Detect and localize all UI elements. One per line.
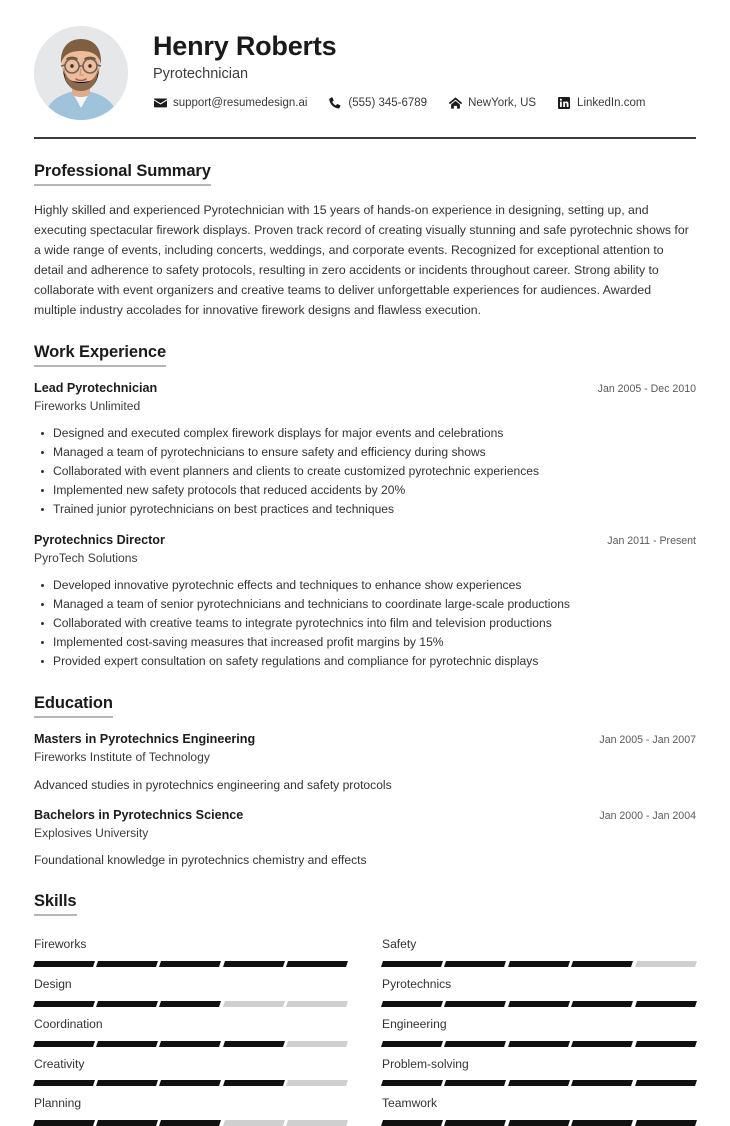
list-item: Implemented cost-saving measures that increased profit margins by 15% <box>53 633 696 652</box>
header-divider <box>34 137 696 139</box>
skill-level-segment <box>96 961 158 967</box>
work-entry-company: Fireworks Unlimited <box>34 399 141 414</box>
skill-name: Design <box>34 977 72 992</box>
contact-location[interactable] <box>448 97 536 110</box>
contact-phone-value: (555) 345-6789 <box>348 97 428 110</box>
skill-level-bar <box>34 1120 347 1126</box>
education-entry-head <box>34 808 696 824</box>
list-item: Managed a team of senior pyrotechnicians and technicians to coordinate large-scale productions <box>53 595 696 614</box>
skill-level-segment <box>286 1041 348 1047</box>
skill-level-bar <box>34 1001 347 1007</box>
skill-level-segment <box>508 1120 570 1126</box>
skill-item <box>382 927 696 967</box>
skill-name: Coordination <box>34 1016 103 1031</box>
list-item: Implemented new safety protocols that reduced accidents by 20% <box>53 481 696 500</box>
section-title-skills: Skills <box>34 892 77 916</box>
skill-level-segment <box>635 1080 697 1086</box>
skill-level-segment <box>381 1001 443 1007</box>
skill-level-segment <box>571 1001 633 1007</box>
skill-level-segment <box>635 1120 697 1126</box>
skill-level-bar <box>382 1001 696 1007</box>
work-entry-bullets <box>34 576 696 671</box>
skill-item <box>34 1047 347 1087</box>
linkedin-icon <box>557 97 571 110</box>
skill-level-segment <box>223 1080 285 1086</box>
education-entry-description: Advanced studies in pyrotechnics engineering and safety protocols <box>34 777 392 792</box>
page-title: Henry Roberts <box>153 31 337 61</box>
work-entry-date: Jan 2005 - Dec 2010 <box>597 383 696 396</box>
education-entry-school: Fireworks Institute of Technology <box>34 750 210 765</box>
skill-item <box>382 1007 696 1047</box>
contact-linkedin-value: LinkedIn.com <box>577 97 646 110</box>
skill-level-segment <box>33 1120 95 1126</box>
skill-level-segment <box>571 1080 633 1086</box>
work-entry-company: PyroTech Solutions <box>34 551 138 566</box>
skill-level-segment <box>159 1041 221 1047</box>
skill-level-bar <box>34 1041 347 1047</box>
home-icon <box>448 97 462 110</box>
skill-name: Teamwork <box>382 1096 438 1111</box>
skill-level-segment <box>33 961 95 967</box>
skill-level-segment <box>381 1120 443 1126</box>
skill-level-segment <box>571 961 633 967</box>
skill-name: Engineering <box>382 1016 447 1031</box>
skill-level-segment <box>33 1001 95 1007</box>
section-skills <box>34 892 696 1126</box>
skill-level-segment <box>508 1080 570 1086</box>
skill-name: Planning <box>34 1096 82 1111</box>
list-item: Provided expert consultation on safety regulations and compliance for pyrotechnic displays <box>53 652 696 671</box>
skill-level-segment <box>635 961 697 967</box>
work-entry-head <box>34 381 696 397</box>
skill-level-segment <box>444 1001 506 1007</box>
list-item: Trained junior pyrotechnicians on best practices and techniques <box>53 500 696 519</box>
contact-linkedin[interactable] <box>557 97 645 110</box>
contact-email[interactable] <box>153 97 307 110</box>
skill-level-bar <box>34 961 347 967</box>
skill-level-segment <box>508 1041 570 1047</box>
summary-text: Highly skilled and experienced Pyrotechnician with 15 years of hands-on experience in designing, setting up, and executing spectacular firework displays. Proven track record of creating visually stunning and safe pyrotechnic shows for a wide range of events, including concerts, weddings, and corporate events. Recognized for exceptional attention to detail and adherence to safety protocols, resulting in zero accidents or incidents throughout career. Strong ability to collaborate with event organizers and creative teams to deliver unforgettable experiences for audiences. Awarded multiple industry accolades for innovative firework designs and flawless execution. <box>34 203 689 318</box>
skill-level-segment <box>444 1041 506 1047</box>
skill-item <box>382 1086 696 1126</box>
skill-level-segment <box>33 1041 95 1047</box>
section-education <box>34 694 696 869</box>
skill-level-segment <box>508 961 570 967</box>
skill-item <box>382 1047 696 1087</box>
section-professional-summary <box>34 162 696 320</box>
work-entry <box>34 381 696 519</box>
skill-item <box>34 1086 347 1126</box>
work-entry-date: Jan 2011 - Present <box>607 535 696 548</box>
skill-level-segment <box>444 1080 506 1086</box>
skill-level-segment <box>33 1080 95 1086</box>
skill-name: Creativity <box>34 1056 85 1071</box>
section-title-summary: Professional Summary <box>34 162 211 186</box>
skill-level-segment <box>96 1080 158 1086</box>
skill-level-segment <box>571 1120 633 1126</box>
skill-name: Pyrotechnics <box>382 977 452 992</box>
skills-grid <box>34 927 696 1126</box>
skill-level-segment <box>96 1001 158 1007</box>
skill-level-segment <box>286 1001 348 1007</box>
skill-level-segment <box>223 961 285 967</box>
education-entry-head <box>34 732 696 748</box>
skill-name: Fireworks <box>34 937 87 952</box>
skill-level-segment <box>381 1080 443 1086</box>
section-work-experience <box>34 343 696 671</box>
skill-level-segment <box>223 1120 285 1126</box>
skill-level-segment <box>444 961 506 967</box>
skill-level-segment <box>381 961 443 967</box>
contact-row <box>153 97 696 110</box>
skill-level-segment <box>159 961 221 967</box>
skill-level-segment <box>96 1041 158 1047</box>
profile-photo-illustration <box>34 26 128 120</box>
skill-level-segment <box>223 1041 285 1047</box>
work-entry <box>34 533 696 671</box>
education-entry <box>34 808 696 869</box>
skill-level-segment <box>635 1001 697 1007</box>
list-item: Managed a team of pyrotechnicians to ensure safety and efficiency during shows <box>53 443 696 462</box>
education-entry-date: Jan 2000 - Jan 2004 <box>599 809 696 822</box>
skill-level-segment <box>286 961 348 967</box>
education-entry-degree: Masters in Pyrotechnics Engineering <box>34 732 256 747</box>
skill-level-segment <box>381 1041 443 1047</box>
contact-location-value: NewYork, US <box>468 97 537 110</box>
skill-item <box>34 927 347 967</box>
skill-level-bar <box>382 1041 696 1047</box>
avatar <box>34 26 128 120</box>
list-item: Designed and executed complex firework displays for major events and celebrations <box>53 424 696 443</box>
header-text-block <box>128 26 696 110</box>
skill-level-bar <box>34 1080 347 1086</box>
resume-header <box>34 22 696 120</box>
education-entry-degree: Bachelors in Pyrotechnics Science <box>34 807 244 822</box>
education-entry-date: Jan 2005 - Jan 2007 <box>599 734 696 747</box>
skill-level-bar <box>382 961 696 967</box>
skill-item <box>34 967 347 1007</box>
section-title-work-experience: Work Experience <box>34 343 166 367</box>
education-entry-school: Explosives University <box>34 825 149 840</box>
skill-level-segment <box>508 1001 570 1007</box>
skill-level-bar <box>382 1120 696 1126</box>
list-item: Collaborated with creative teams to integrate pyrotechnics into film and television productions <box>53 614 696 633</box>
section-title-education: Education <box>34 694 113 718</box>
phone-icon <box>328 97 342 110</box>
list-item: Collaborated with event planners and clients to create customized pyrotechnic experiences <box>53 462 696 481</box>
work-entry-role: Lead Pyrotechnician <box>34 381 158 396</box>
skill-level-segment <box>223 1001 285 1007</box>
skill-level-segment <box>635 1041 697 1047</box>
contact-phone[interactable] <box>328 97 427 110</box>
list-item: Developed innovative pyrotechnic effects and techniques to enhance show experiences <box>53 576 696 595</box>
skill-level-segment <box>96 1120 158 1126</box>
contact-email-value: support@resumedesign.ai <box>173 97 308 110</box>
skill-level-segment <box>571 1041 633 1047</box>
skill-level-segment <box>286 1120 348 1126</box>
skill-item <box>382 967 696 1007</box>
skill-level-segment <box>159 1001 221 1007</box>
job-title: Pyrotechnician <box>153 66 249 83</box>
education-entry-description: Foundational knowledge in pyrotechnics chemistry and effects <box>34 853 367 868</box>
work-entry-role: Pyrotechnics Director <box>34 533 165 548</box>
skill-level-segment <box>159 1120 221 1126</box>
work-entry-bullets <box>34 424 696 519</box>
work-entry-head <box>34 533 696 549</box>
skill-item <box>34 1007 347 1047</box>
skill-level-bar <box>382 1080 696 1086</box>
skill-level-segment <box>444 1120 506 1126</box>
skill-level-segment <box>159 1080 221 1086</box>
skill-level-segment <box>286 1080 348 1086</box>
education-entry <box>34 732 696 793</box>
email-icon <box>153 97 167 110</box>
skill-name: Safety <box>382 937 417 952</box>
skill-name: Problem-solving <box>382 1056 469 1071</box>
